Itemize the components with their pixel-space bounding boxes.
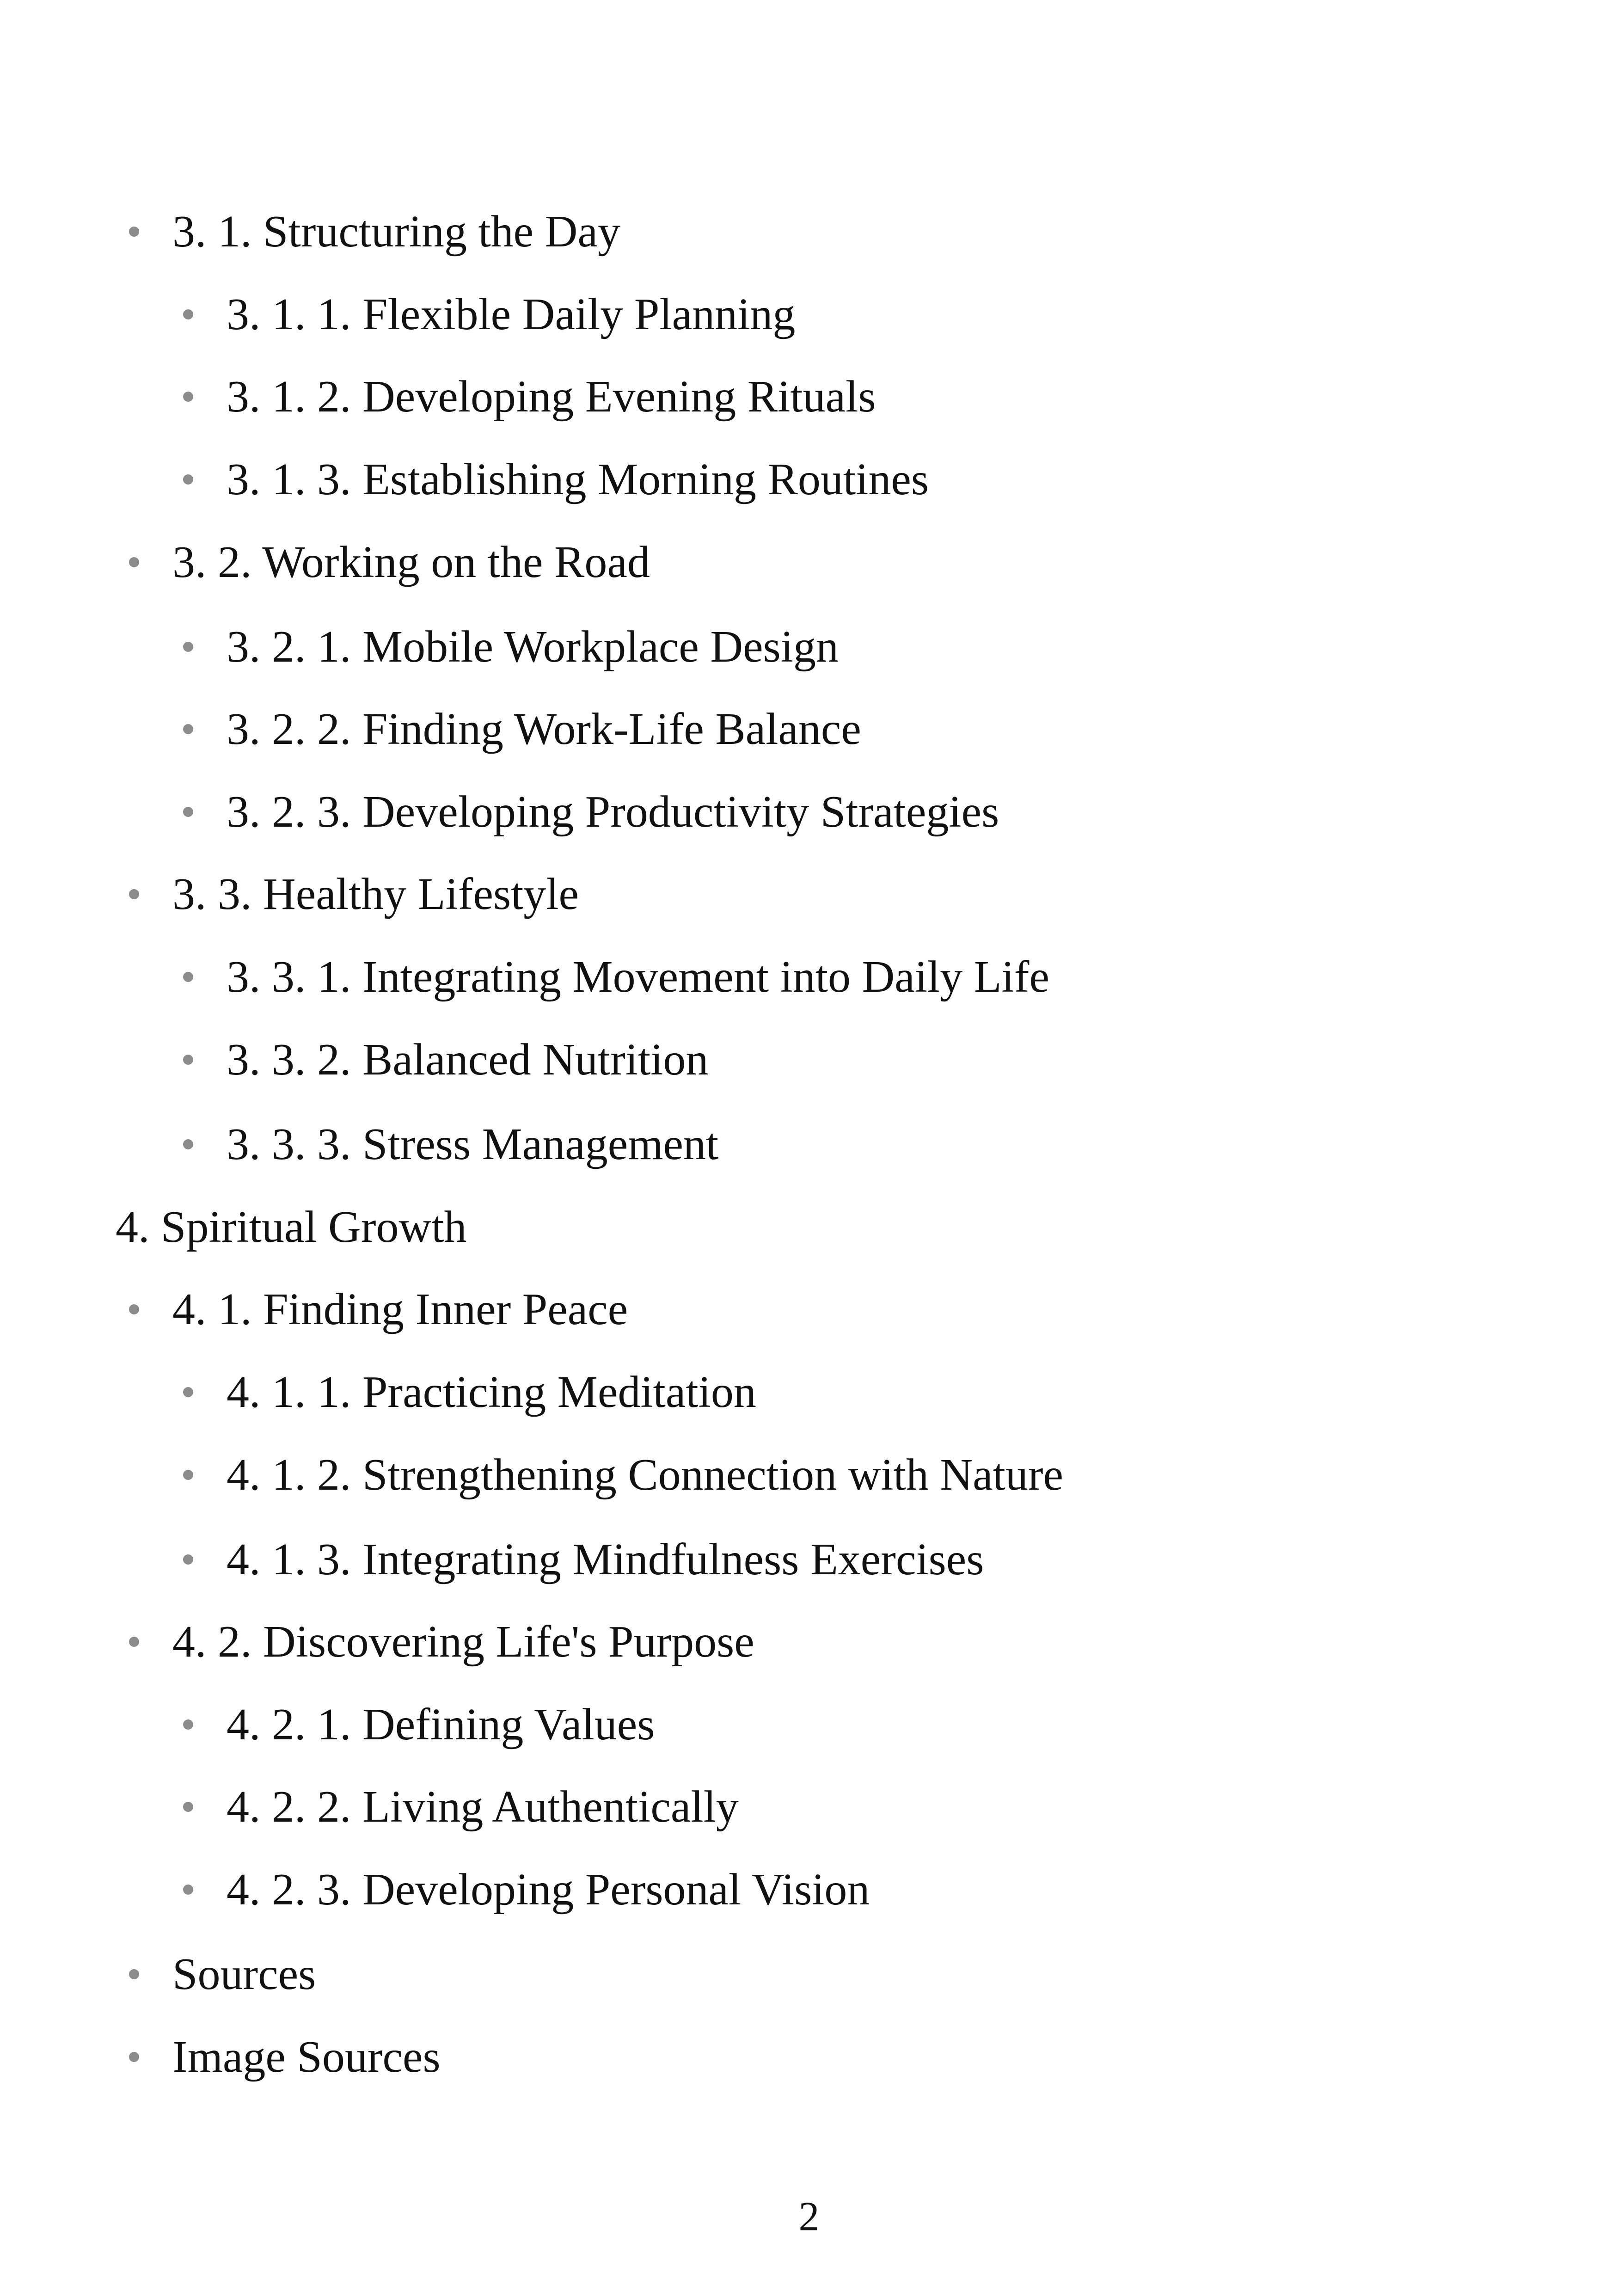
bullet-icon [183, 1139, 193, 1149]
bullet-icon [183, 1470, 193, 1480]
toc-entry-label: 3. 3. 1. Integrating Movement into Daily Life [227, 952, 1049, 1002]
bullet-icon [183, 642, 193, 652]
toc-entry[interactable] [227, 452, 929, 507]
toc-entry[interactable] [227, 619, 839, 675]
toc-entry-label: 3. 2. 2. Finding Work-Life Balance [227, 704, 861, 754]
toc-entry-label: 4. 1. 3. Integrating Mindfulness Exercises [227, 1535, 984, 1584]
toc-entry-label: 3. 1. 1. Flexible Daily Planning [227, 289, 796, 339]
toc-entry[interactable] [172, 534, 650, 590]
toc-entry[interactable] [227, 1697, 655, 1752]
toc-entry-label: 4. 2. 2. Living Authentically [227, 1782, 739, 1832]
bullet-icon [129, 1637, 139, 1647]
toc-entry[interactable] [227, 1117, 718, 1172]
bullet-icon [129, 1304, 139, 1314]
bullet-icon [183, 807, 193, 817]
toc-entry[interactable] [227, 701, 861, 757]
toc-entry-label: 4. 2. 1. Defining Values [227, 1700, 655, 1750]
toc-entry[interactable] [227, 1364, 756, 1420]
bullet-icon [183, 309, 193, 319]
toc-entry-label: 3. 1. Structuring the Day [172, 207, 620, 257]
toc-entry[interactable] [172, 1614, 754, 1670]
toc-entry-label: 4. 1. Finding Inner Peace [172, 1284, 628, 1334]
toc-entry[interactable] [227, 1447, 1063, 1503]
toc-entry-label: 3. 3. 2. Balanced Nutrition [227, 1035, 709, 1085]
bullet-icon [183, 724, 193, 734]
toc-entry[interactable] [227, 1779, 739, 1835]
toc-entry[interactable] [227, 1862, 870, 1917]
toc-entry[interactable] [172, 204, 620, 259]
bullet-icon [183, 1802, 193, 1812]
toc-entry-label: Image Sources [172, 2032, 441, 2082]
page-number: 2 [798, 2194, 820, 2240]
bullet-icon [129, 557, 139, 567]
bullet-icon [183, 392, 193, 402]
toc-entry-label: 4. 2. 3. Developing Personal Vision [227, 1865, 870, 1915]
toc-entry[interactable] [172, 1946, 316, 2002]
toc-chapter-heading[interactable] [116, 1199, 466, 1255]
bullet-icon [183, 1885, 193, 1895]
bullet-icon [129, 1969, 139, 1979]
toc-entry-label: 4. 2. Discovering Life's Purpose [172, 1617, 754, 1667]
toc-entry-label: 3. 3. 3. Stress Management [227, 1119, 719, 1169]
toc-entry-label: Sources [172, 1949, 316, 1999]
toc-entry[interactable] [227, 1032, 708, 1087]
toc-entry[interactable] [227, 287, 795, 342]
toc-entry-label: 3. 2. 3. Developing Productivity Strategies [227, 787, 999, 837]
bullet-icon [129, 227, 139, 237]
bullet-icon [129, 889, 139, 899]
toc-entry[interactable] [227, 369, 876, 424]
toc-entry[interactable] [172, 2029, 441, 2085]
toc-entry[interactable] [172, 1282, 628, 1337]
toc-entry-label: 4. 1. 2. Strengthening Connection with Nature [227, 1450, 1063, 1500]
toc-entry[interactable] [227, 1532, 984, 1587]
toc-entry-label: 3. 2. Working on the Road [172, 537, 650, 587]
toc-entry-label: 3. 1. 3. Establishing Morning Routines [227, 454, 929, 504]
toc-entry[interactable] [227, 949, 1049, 1005]
bullet-icon [183, 474, 193, 485]
toc-entry-label: 3. 1. 2. Developing Evening Rituals [227, 372, 876, 422]
bullet-icon [183, 1554, 193, 1565]
toc-entry-label: 4. Spiritual Growth [116, 1202, 467, 1252]
toc-entry-label: 4. 1. 1. Practicing Meditation [227, 1367, 756, 1417]
bullet-icon [183, 1055, 193, 1065]
bullet-icon [183, 1719, 193, 1730]
bullet-icon [129, 2052, 139, 2062]
toc-entry-label: 3. 3. Healthy Lifestyle [172, 869, 579, 919]
bullet-icon [183, 1387, 193, 1397]
toc-entry[interactable] [227, 784, 999, 840]
bullet-icon [183, 972, 193, 982]
toc-entry-label: 3. 2. 1. Mobile Workplace Design [227, 622, 839, 672]
toc-entry[interactable] [172, 866, 579, 922]
